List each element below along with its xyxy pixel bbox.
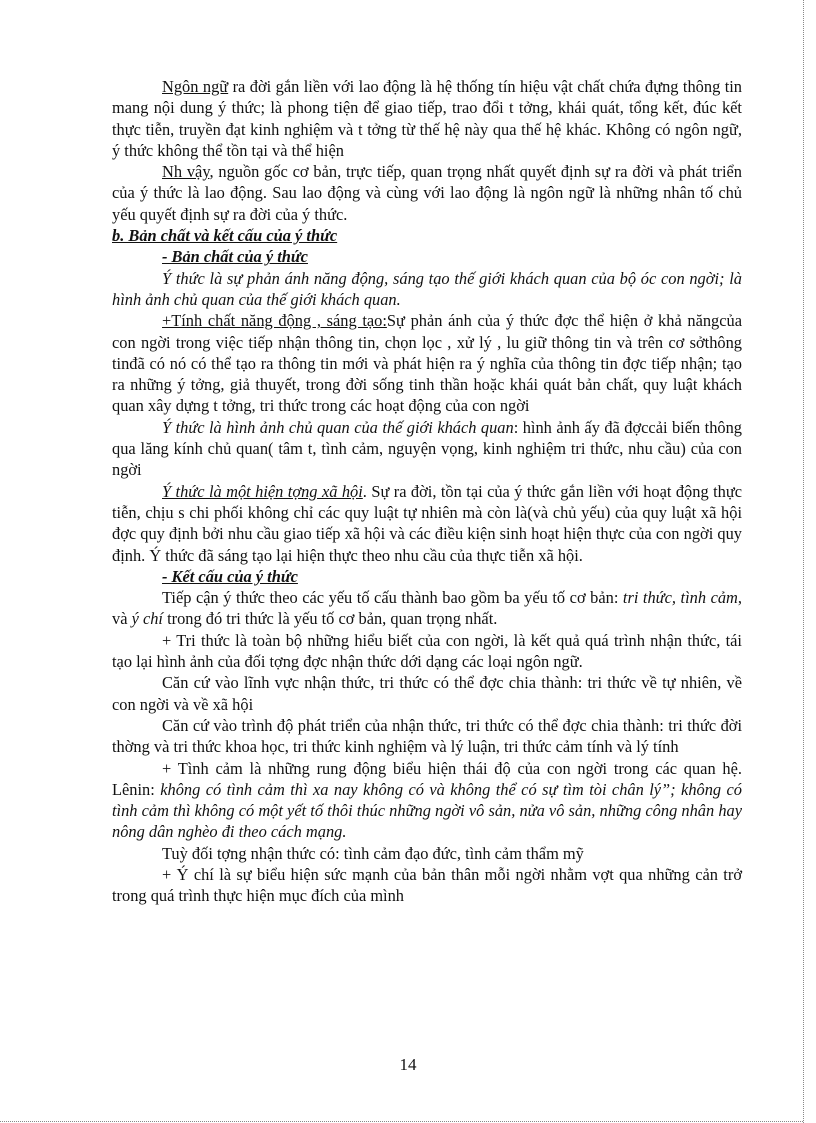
- term-subjective-image: Ý thức là hình ảnh chủ quan của thế giới khách quan: [162, 417, 514, 437]
- term-knowledge-feeling: tri thức, tình cảm: [622, 588, 738, 608]
- page-body: [112, 76, 742, 907]
- paragraph-text: trong đó tri thức là yếu tố cơ bản, quan trọng nhất.: [162, 609, 498, 629]
- paragraph-text: , và: [112, 588, 742, 629]
- term-dynamic: +Tính chất năng động , sáng tạo:: [162, 311, 387, 331]
- quote-lenin: không có tình cảm thì xa nay không có và không thể có sự tìm tòi chân lý”; không có tình cảm thì không có một yết tố thôi thúc những ngời vô sản, nửa vô sản, những công nhân hay nông dân nghèo đi theo cách mạng.: [112, 779, 742, 842]
- paragraph-text: : hình ảnh ấy đã đợccải biến thông qua lăng kính chủ quan( tâm t, tình cảm, nguyện vọng, kinh nghiệm tri thức, nhu cầu) của con ngời: [112, 417, 743, 480]
- paragraph-text: + Tình cảm là những rung động biểu hiện thái độ của con ngời trong các quan hệ. Lênin:: [112, 758, 742, 799]
- subheading-nature: - Bản chất của ý thức: [162, 247, 308, 267]
- paragraph-conclusion: [112, 161, 742, 225]
- term-will: ý chí: [131, 609, 163, 629]
- term-language: Ngôn ngữ: [162, 77, 229, 96]
- paragraph-structure-intro: [112, 587, 742, 630]
- paragraph-knowledge-field: Căn cứ vào lĩnh vực nhận thức, tri thức có thể đợc chia thành: tri thức về tự nhiên, về con ngời và về xã hội: [112, 673, 742, 714]
- paragraph-feeling-types: Tuỳ đối tợng nhận thức có: tình cảm đạo đức, tình cảm thẩm mỹ: [162, 843, 584, 863]
- term-social-phenomenon: Ý thức là một hiện tợng xã hội: [162, 481, 363, 501]
- paragraph-text: . Sự ra đời, tồn tại của ý thức gắn liền với hoạt động thực tiễn, chịu s chi phối không chỉ các quy luật tự nhiên mà còn là(và chủ yếu) của quy luật xã hội đợc quy định bởi nhu cầu giao tiếp xã hội và các điều kiện sinh hoạt hiện thực của con ngời quy định. Ý thức đã sáng tạo lại hiện thực theo nhu cầu của thực tiễn xã hội.: [112, 481, 742, 565]
- paragraph-text: , nguồn gốc cơ bản, trực tiếp, quan trọng nhất quyết định sự ra đời và phát triển của ý thức là lao động. Sau lao động và cùng với lao động là ngôn ngữ là những nhân tố chủ yếu quyết định sự ra đời của ý thức.: [112, 162, 742, 224]
- paragraph-dynamic: [112, 310, 742, 416]
- section-heading: b. Bản chất và kết cấu của ý thức: [112, 226, 338, 246]
- paragraph-text: Sự phản ánh của ý thức đợc thể hiện ở khả năngcủa con ngời trong việc tiếp nhận thông tin, chọn lọc , xử lý , lu giữ thông tin và trên cơ sởthông tinđã có nó có thể tạo ra thông tin mới và phát hiện ra ý nghĩa của thông tin đợc tiếp nhận; tạo ra những ý tởng, giả thuyết, trong đời sống tinh thần hoặc khái quát bản chất, quy luật khách quan xây dựng t tởng, tri thức trong các hoạt động của con ngời: [112, 311, 742, 416]
- paragraph-social-phenomenon: [112, 481, 742, 566]
- paragraph-will: + Ý chí là sự biểu hiện sức mạnh của bản thân mỗi ngời nhằm vợt qua những cản trở trong quá trình thực hiện mục đích của mình: [112, 864, 742, 906]
- paragraph-knowledge: + Tri thức là toàn bộ những hiểu biết của con ngời, là kết quả quá trình nhận thức, tái tạo lại hình ảnh của đối tợng đợc nhận thức dới dạng các loại ngôn ngữ.: [112, 630, 742, 672]
- page-number: 14: [399, 1055, 417, 1074]
- term-thus: Nh vậy: [162, 162, 210, 182]
- paragraph-feeling: [112, 758, 742, 843]
- paragraph-subjective-image: [112, 417, 742, 481]
- page-border-bottom: [0, 1121, 803, 1122]
- paragraph-text: Tiếp cận ý thức theo các yếu tố cấu thành bao gồm ba yếu tố cơ bản:: [162, 588, 623, 608]
- paragraph-text: ra đời gắn liền với lao động là hệ thống tín hiệu vật chất chứa đựng thông tin mang nội dung ý thức; là phong tiện để giao tiếp, trao đổi t tởng, khái quát, tổng kết, đúc kết thực tiễn, truyền đạt kinh nghiệm và t tởng từ thế hệ này qua thế hệ khác. Không có ngôn ngữ, ý thức không thể tồn tại và thể hiện: [112, 77, 743, 160]
- page-border-right: [803, 0, 804, 1123]
- paragraph-knowledge-level: Căn cứ vào trình độ phát triển của nhận thức, tri thức có thể đợc chia thành: tri thức đời thờng và tri thức khoa học, tri thức kinh nghiệm và lý luận, tri thức cảm tính và lý tính: [112, 715, 742, 757]
- paragraph-definition: Ý thức là sự phản ánh năng động, sáng tạo thế giới khách quan của bộ óc con ngời; là hình ảnh chủ quan của thế giới khách quan.: [112, 268, 742, 309]
- paragraph-language: [112, 76, 742, 161]
- subheading-structure: - Kết cấu của ý thức: [162, 566, 298, 586]
